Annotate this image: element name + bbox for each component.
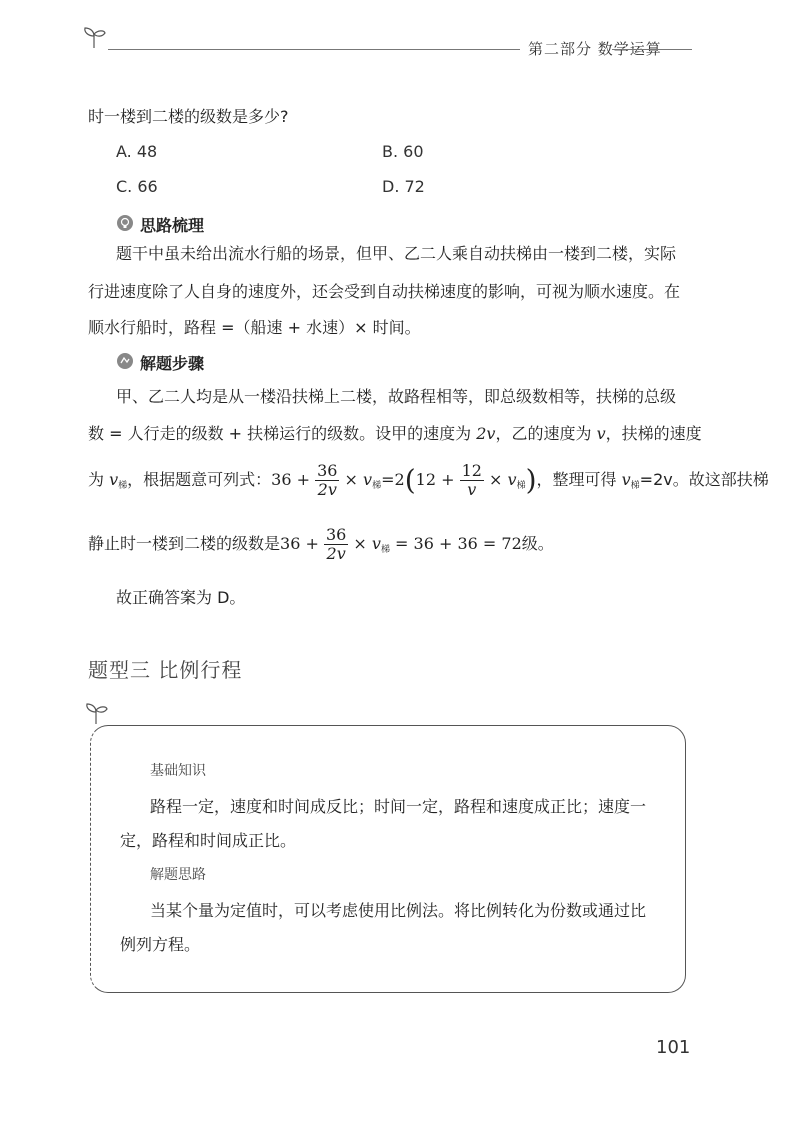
header-title: 第二部分 数学运算: [528, 40, 662, 58]
solution-line-2-text-e: ，扶梯的速度: [605, 424, 702, 443]
eq1-equals: =2: [381, 470, 405, 489]
eq1-v-sub: 梯: [372, 481, 382, 491]
header-rule: [108, 49, 520, 50]
solution-line-2: [88, 424, 702, 444]
option-b: B. 60: [382, 142, 424, 161]
box-text-basics-1: 路程一定，速度和时间成反比；时间一定，路程和速度成正比；速度一: [150, 797, 647, 816]
analysis-line-2: 行进速度除了人自身的速度外，还会受到自动扶梯速度的影响，可视为顺水速度。在: [88, 282, 681, 301]
box-text-approach-2: 例列方程。: [120, 935, 201, 954]
analysis-line-1: 题干中虽未给出流水行船的场景，但甲、乙二人乘自动扶梯由一楼到二楼，实际: [116, 244, 677, 263]
eq1-denominator: 2v: [317, 480, 337, 499]
topic-title: 题型三 比例行程: [88, 658, 243, 682]
option-a: A. 48: [116, 142, 158, 161]
box-label-approach: 解题思路: [150, 867, 206, 883]
eq1-numerator: 36: [317, 461, 338, 480]
escalator-speed-symbol: v: [109, 470, 119, 489]
box-label-basics: 基础知识: [150, 763, 206, 779]
solution-line-2-text-c: ，乙的速度为: [495, 424, 597, 443]
steps-icon: [116, 352, 134, 370]
header-rule-right: [612, 49, 692, 50]
eq2-denominator: 2v: [326, 544, 346, 563]
escalator-sub: 梯: [118, 481, 128, 491]
solution-line-2-text-a: 数 = 人行走的级数 + 扶梯运行的级数。设甲的速度为: [88, 424, 477, 443]
speed-jia: 2v: [476, 424, 496, 443]
eq1-inner-times: ×: [483, 470, 508, 489]
solution-line-3-text-c: ，根据题意可列式：: [127, 470, 272, 489]
eq1-lead: 36 +: [271, 470, 316, 489]
bulb-icon: [116, 214, 134, 232]
eq1-denominator-2: v: [467, 480, 477, 499]
eq2-v-sub: 梯: [380, 545, 390, 555]
solution-line-3-text-a: 为: [88, 470, 110, 489]
solution-line-3: [88, 458, 769, 508]
eq2-times: ×: [348, 534, 372, 553]
sprout-icon: [80, 24, 110, 52]
eq2-lead: 36 +: [280, 534, 324, 553]
eq1-numerator-2: 12: [461, 461, 482, 480]
box-text-approach-1: 当某个量为定值时，可以考虑使用比例法。将比例转化为份数或通过比: [150, 901, 647, 920]
solution-heading: 解题步骤: [140, 354, 205, 373]
solution-line-4: [88, 522, 554, 572]
sprout-icon-2: [82, 700, 112, 728]
solution-line-3-text-f: =2v。故这部扶梯: [639, 470, 769, 489]
solution-line-4-text-b: 级。: [521, 534, 554, 553]
box-text-basics-2: 定，路程和时间成正比。: [120, 831, 297, 850]
eq1-v2-sub: 梯: [516, 481, 526, 491]
eq2-numerator: 36: [325, 525, 347, 544]
analysis-line-3: 顺水行船时，路程 =（船速 + 水速）× 时间。: [88, 318, 421, 337]
eq1-times: ×: [339, 470, 364, 489]
analysis-heading: 思路梳理: [140, 216, 205, 235]
option-c: C. 66: [116, 177, 158, 196]
question-stem: 时一楼到二楼的级数是多少?: [88, 107, 289, 126]
right-paren: ): [525, 463, 537, 497]
left-paren: (: [404, 463, 416, 497]
eq1-fraction: [315, 462, 339, 499]
page-number: 101: [656, 1037, 691, 1058]
eq1-v2: v: [507, 470, 517, 489]
solution-line-3-text-d: ，整理可得: [536, 470, 622, 489]
answer-line: 故正确答案为 D。: [116, 588, 246, 607]
eq2-fraction: [324, 526, 348, 563]
solution-line-1: 甲、乙二人均是从一楼沿扶梯上二楼，故路程相等，即总级数相等，扶梯的总级: [116, 387, 677, 406]
speed-yi: v: [596, 424, 606, 443]
result-v: v: [621, 470, 631, 489]
eq1-fraction-2: [460, 462, 484, 499]
eq2-v: v: [371, 534, 381, 553]
eq2-tail: = 36 + 36 = 72: [389, 534, 522, 553]
option-d: D. 72: [382, 177, 425, 196]
eq1-v: v: [363, 470, 373, 489]
eq1-inner-lead: 12 +: [415, 470, 460, 489]
solution-line-4-text-a: 静止时一楼到二楼的级数是: [88, 534, 281, 553]
result-v-sub: 梯: [630, 481, 640, 491]
